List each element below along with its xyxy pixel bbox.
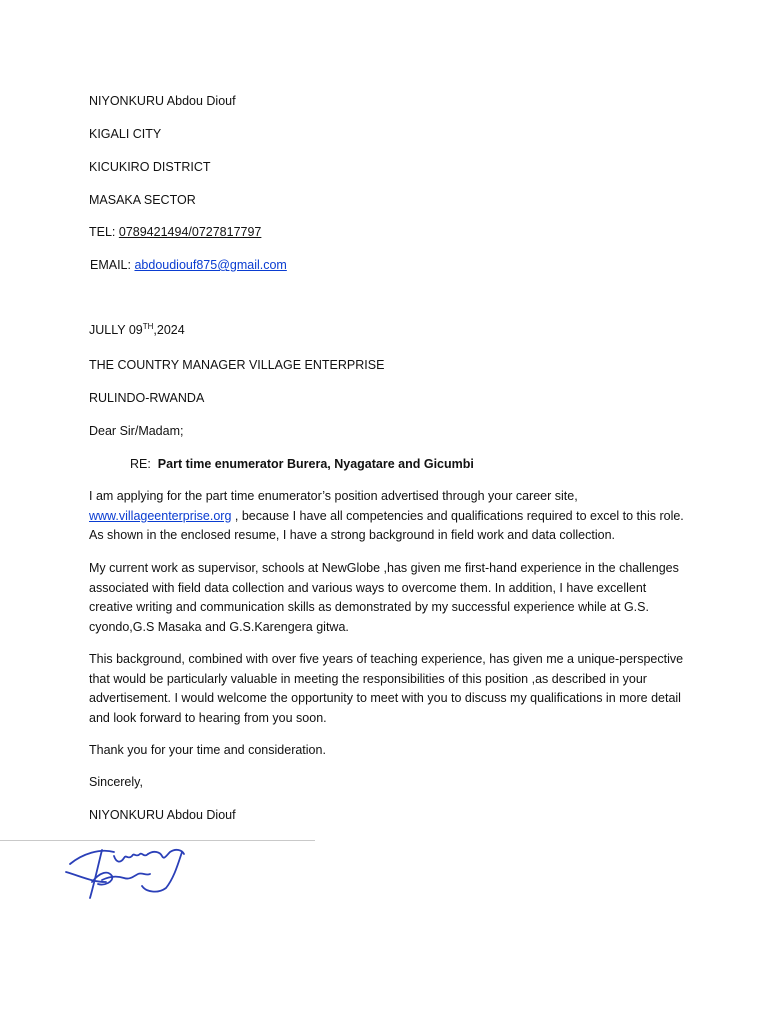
tel-label: TEL: [89, 225, 119, 239]
body-paragraph-2: My current work as supervisor, schools at NewGlobe ,has given me first-hand experience in the challenges associated with field data collection and various ways to overcome them. In addition, I have excellent creative writing and communication skills as demonstrated by my successful experience while at G.S. cyondo,G.S Masaka and G.S.Karengera gitwa. [89, 561, 679, 634]
website-link[interactable]: www.villageenterprise.org [89, 508, 232, 523]
sender-email-line [90, 256, 287, 276]
signer-name: NIYONKURU Abdou Diouf [89, 808, 236, 822]
salutation: Dear Sir/Madam; [89, 424, 184, 438]
p1-text-before: I am applying for the part time enumerator’s position advertised through your career site, [89, 489, 578, 503]
email-link[interactable]: abdoudiouf875@gmail.com [134, 258, 287, 272]
sender-sector: MASAKA SECTOR [89, 193, 196, 207]
signature-divider [0, 840, 315, 841]
date-suffix: ,2024 [153, 323, 185, 337]
email-label: EMAIL: [90, 258, 135, 272]
tel-number[interactable]: 0789421494/0727817797 [118, 225, 262, 239]
date-sup: TH [142, 321, 154, 331]
closing: Sincerely, [89, 775, 143, 789]
re-subject: Part time enumerator Burera, Nyagatare and Gicumbi [157, 457, 474, 471]
handwritten-signature [62, 842, 192, 904]
body-paragraph-3: This background, combined with over five years of teaching experience, has given me a unique-perspective that would be particularly valuable in meeting the responsibilities of this position ,as described in your advertisement. I would welcome the opportunity to meet with you to discuss my qualifications in more detail and look forward to hearing from you soon. [89, 652, 684, 725]
body-paragraph-1 [89, 487, 689, 546]
sender-city: KIGALI CITY [89, 127, 162, 141]
p1-text-after: , because I have all competencies and qualifications required to excel to this role. As shown in the enclosed resume, I have a strong background in field work and data collection. [89, 508, 684, 542]
sender-district: KICUKIRO DISTRICT [89, 160, 211, 174]
sender-name: NIYONKURU Abdou Diouf [89, 94, 236, 108]
re-label: RE: [130, 457, 151, 471]
sender-tel-line [89, 223, 261, 243]
date-prefix: JULLY 09 [89, 323, 143, 337]
body-paragraph-4: Thank you for your time and consideration. [89, 743, 326, 757]
letter-date [89, 321, 185, 341]
re-line [130, 455, 474, 475]
recipient-location: RULINDO-RWANDA [89, 391, 205, 405]
recipient-title: THE COUNTRY MANAGER VILLAGE ENTERPRISE [89, 358, 385, 372]
